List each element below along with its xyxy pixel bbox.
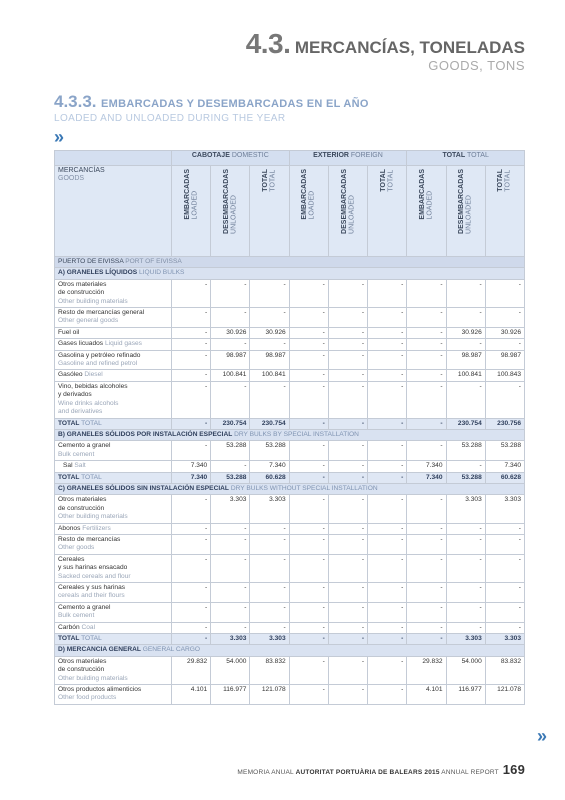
table-row: [55, 381, 525, 418]
table-cell: 121.078: [250, 685, 289, 705]
table-cell: -: [446, 534, 485, 554]
section-label-es: A) GRANELES LÍQUIDOS: [58, 269, 138, 277]
table-cell: -: [368, 279, 407, 307]
table-cell: -: [368, 583, 407, 603]
table-cell: -: [289, 461, 328, 472]
table-cell: -: [407, 583, 446, 603]
section-label-es: D) MERCANCIA GENERAL: [58, 646, 141, 654]
section-title: [54, 92, 369, 124]
table-cell: 4.101: [172, 685, 211, 705]
table-row: [55, 327, 525, 338]
row-label: Abonos Fertilizers: [55, 523, 172, 534]
table-cell: -: [328, 441, 367, 461]
table-cell: -: [407, 418, 446, 429]
section-header-row: [55, 645, 525, 656]
row-label: Otros materiales de construcción Other building materials: [55, 495, 172, 523]
table-cell: -: [289, 370, 328, 381]
table-cell: -: [328, 685, 367, 705]
table-cell: -: [289, 622, 328, 633]
table-cell: 7.340: [485, 461, 524, 472]
table-cell: 53.288: [446, 441, 485, 461]
table-cell: 54.000: [211, 656, 250, 684]
table-cell: -: [328, 523, 367, 534]
table-cell: -: [289, 583, 328, 603]
row-label: Cereales y sus harinas ensacado Sacked cereals and flour: [55, 554, 172, 582]
table-cell: 30.926: [485, 327, 524, 338]
table-cell: -: [211, 461, 250, 472]
table-cell: 230.756: [485, 418, 524, 429]
table-cell: 3.303: [211, 634, 250, 645]
table-row: [55, 656, 525, 684]
table-row: [55, 602, 525, 622]
group-header-row: [55, 151, 525, 166]
table-cell: -: [368, 350, 407, 370]
table-cell: -: [211, 583, 250, 603]
table-cell: -: [172, 534, 211, 554]
table-cell: 53.288: [485, 441, 524, 461]
table-cell: -: [407, 622, 446, 633]
table-cell: -: [172, 327, 211, 338]
table-cell: -: [368, 685, 407, 705]
table-row: [55, 583, 525, 603]
section-header-row: [55, 429, 525, 440]
table-cell: -: [446, 622, 485, 633]
table-cell: -: [289, 554, 328, 582]
table-cell: -: [328, 622, 367, 633]
row-label: Resto de mercancías Other goods: [55, 534, 172, 554]
table-cell: -: [289, 523, 328, 534]
column-header-row: [55, 166, 525, 257]
row-label: Cereales y sus harinas cereals and their flours: [55, 583, 172, 603]
chapter-title-es: MERCANCÍAS, TONELADAS: [294, 38, 525, 57]
table-cell: -: [328, 350, 367, 370]
section-label-es: PUERTO DE EIVISSA: [58, 258, 124, 265]
row-label: TOTAL TOTAL: [55, 634, 172, 645]
table-cell: -: [368, 339, 407, 350]
table-cell: -: [407, 634, 446, 645]
table-row: [55, 339, 525, 350]
table-cell: -: [368, 534, 407, 554]
table-cell: -: [407, 381, 446, 418]
table-cell: -: [485, 622, 524, 633]
table-cell: -: [289, 634, 328, 645]
section-label-es: B) GRANELES SÓLIDOS POR INSTALACIÓN ESPECIAL: [58, 430, 233, 438]
table-cell: -: [250, 308, 289, 328]
row-label: Sal Salt: [55, 461, 172, 472]
table-cell: -: [407, 350, 446, 370]
table-row: [55, 685, 525, 705]
table-cell: -: [446, 308, 485, 328]
table-cell: -: [172, 279, 211, 307]
table-cell: -: [328, 602, 367, 622]
table-cell: -: [250, 622, 289, 633]
section-header-row: [55, 268, 525, 279]
table-cell: 7.340: [250, 461, 289, 472]
table-cell: -: [250, 381, 289, 418]
table-cell: -: [407, 339, 446, 350]
table-cell: 3.303: [446, 634, 485, 645]
table-cell: 230.754: [446, 418, 485, 429]
double-chevron-right-icon[interactable]: »: [536, 726, 543, 746]
group-header-total: TOTAL TOTAL: [407, 151, 525, 166]
table-cell: -: [172, 370, 211, 381]
row-label: Gasóleo Diesel: [55, 370, 172, 381]
column-header: EMBARCADAS LOADED: [172, 166, 211, 257]
table-cell: 53.288: [211, 472, 250, 483]
table-cell: -: [250, 534, 289, 554]
table-cell: -: [289, 441, 328, 461]
row-label: TOTAL TOTAL: [55, 418, 172, 429]
table-cell: -: [172, 381, 211, 418]
table-cell: -: [485, 523, 524, 534]
table-cell: -: [328, 339, 367, 350]
table-cell: -: [407, 327, 446, 338]
table-cell: 230.754: [211, 418, 250, 429]
table-cell: -: [485, 583, 524, 603]
table-cell: -: [289, 327, 328, 338]
table-cell: 3.303: [485, 495, 524, 523]
table-cell: -: [485, 534, 524, 554]
page-number: 169: [502, 762, 525, 777]
table-cell: -: [446, 461, 485, 472]
table-cell: 121.078: [485, 685, 524, 705]
table-cell: 3.303: [250, 634, 289, 645]
table-cell: 60.628: [250, 472, 289, 483]
footer-anual: ANUAL: [271, 769, 294, 776]
table-cell: -: [368, 370, 407, 381]
table-row: [55, 308, 525, 328]
table-cell: -: [250, 583, 289, 603]
row-label: Fuel oil: [55, 327, 172, 338]
table-cell: -: [368, 327, 407, 338]
row-label: Otros materiales de construcción Other building materials: [55, 279, 172, 307]
column-header: EMBARCADAS LOADED: [289, 166, 328, 257]
column-header: DESEMBARCADAS UNLOADED: [446, 166, 485, 257]
table-row: [55, 495, 525, 523]
table-cell: -: [172, 634, 211, 645]
table-cell: 60.628: [485, 472, 524, 483]
table-cell: -: [289, 339, 328, 350]
table-cell: -: [328, 554, 367, 582]
table-cell: -: [407, 554, 446, 582]
table-cell: -: [211, 534, 250, 554]
table-cell: -: [368, 602, 407, 622]
column-header: TOTAL TOTAL: [368, 166, 407, 257]
table-cell: -: [289, 495, 328, 523]
table-cell: -: [172, 554, 211, 582]
table-cell: -: [368, 523, 407, 534]
row-label: Otros materiales de construcción Other building materials: [55, 656, 172, 684]
table-cell: -: [328, 381, 367, 418]
table-cell: -: [407, 602, 446, 622]
table-cell: -: [368, 554, 407, 582]
table-cell: -: [289, 472, 328, 483]
table-cell: -: [211, 339, 250, 350]
table-cell: 100.843: [485, 370, 524, 381]
table-cell: -: [407, 308, 446, 328]
table-cell: -: [446, 554, 485, 582]
table-cell: -: [289, 308, 328, 328]
table-cell: -: [211, 523, 250, 534]
table-cell: 230.754: [250, 418, 289, 429]
total-row: [55, 472, 525, 483]
table-cell: -: [172, 523, 211, 534]
table-cell: -: [368, 634, 407, 645]
table-cell: -: [407, 441, 446, 461]
column-header: EMBARCADAS LOADED: [407, 166, 446, 257]
table-cell: 116.977: [211, 685, 250, 705]
goods-label-es: MERCANCÍAS: [58, 167, 105, 174]
table-row: [55, 554, 525, 582]
table-cell: -: [446, 602, 485, 622]
table-cell: -: [172, 418, 211, 429]
table-cell: -: [172, 495, 211, 523]
table-cell: -: [172, 308, 211, 328]
table-cell: -: [446, 523, 485, 534]
goods-header-blank: [55, 151, 172, 166]
total-row: [55, 634, 525, 645]
row-label: TOTAL TOTAL: [55, 472, 172, 483]
table-cell: -: [172, 602, 211, 622]
table-cell: -: [407, 534, 446, 554]
table-cell: 30.926: [446, 327, 485, 338]
table-cell: 7.340: [407, 472, 446, 483]
goods-label-en: GOODS: [58, 175, 85, 183]
table-cell: 100.841: [446, 370, 485, 381]
table-cell: 29.832: [407, 656, 446, 684]
table-cell: -: [485, 381, 524, 418]
table-cell: 7.340: [172, 472, 211, 483]
double-chevron-right-icon: »: [54, 127, 61, 147]
table-cell: 98.987: [446, 350, 485, 370]
section-title-en: LOADED AND UNLOADED DURING THE YEAR: [54, 113, 286, 124]
table-cell: -: [485, 279, 524, 307]
table-cell: -: [172, 339, 211, 350]
table-cell: 54.000: [446, 656, 485, 684]
table-cell: -: [250, 602, 289, 622]
table-cell: 53.288: [211, 441, 250, 461]
table-row: [55, 441, 525, 461]
table-cell: 3.303: [250, 495, 289, 523]
table-row: [55, 461, 525, 472]
table-cell: -: [289, 418, 328, 429]
row-label: Gasolina y petróleo refinado Gasoline and refined petrol: [55, 350, 172, 370]
table-cell: -: [289, 534, 328, 554]
table-row: [55, 534, 525, 554]
table-cell: 3.303: [485, 634, 524, 645]
table-cell: -: [211, 622, 250, 633]
column-header: DESEMBARCADAS UNLOADED: [211, 166, 250, 257]
table-cell: -: [368, 441, 407, 461]
table-cell: -: [328, 534, 367, 554]
table-row: [55, 622, 525, 633]
table-cell: -: [407, 370, 446, 381]
table-cell: -: [368, 622, 407, 633]
table-cell: -: [485, 308, 524, 328]
table-cell: -: [485, 554, 524, 582]
table-cell: -: [250, 554, 289, 582]
table-cell: 29.832: [172, 656, 211, 684]
column-header: TOTAL TOTAL: [250, 166, 289, 257]
row-label: Resto de mercancías general Other general goods: [55, 308, 172, 328]
table-cell: -: [289, 602, 328, 622]
table-cell: -: [211, 308, 250, 328]
table-cell: -: [289, 381, 328, 418]
page-footer: [237, 762, 525, 777]
section-title-es: EMBARCADAS Y DESEMBARCADAS EN EL AÑO: [101, 98, 369, 110]
table-cell: 53.288: [250, 441, 289, 461]
section-label-en: DRY BULKS WITHOUT SPECIAL INSTALLATION: [230, 484, 378, 492]
table-cell: -: [446, 339, 485, 350]
table-cell: -: [407, 523, 446, 534]
table-cell: -: [328, 495, 367, 523]
table-cell: 98.987: [211, 350, 250, 370]
table-cell: -: [250, 339, 289, 350]
row-label: Gases licuados Liquid gases: [55, 339, 172, 350]
table-cell: 83.832: [250, 656, 289, 684]
table-cell: 3.303: [211, 495, 250, 523]
table-cell: 7.340: [172, 461, 211, 472]
table-row: [55, 350, 525, 370]
table-cell: 100.841: [211, 370, 250, 381]
table-cell: -: [368, 308, 407, 328]
table-cell: -: [289, 685, 328, 705]
section-header-row: [55, 483, 525, 494]
table-row: [55, 370, 525, 381]
table-cell: 98.987: [250, 350, 289, 370]
section-number: 4.3.3.: [54, 92, 97, 111]
table-cell: 30.926: [250, 327, 289, 338]
table-cell: -: [407, 279, 446, 307]
table-cell: 53.288: [446, 472, 485, 483]
table-cell: -: [328, 634, 367, 645]
footer-report: ANNUAL REPORT: [441, 769, 499, 776]
table-cell: -: [368, 418, 407, 429]
table-cell: -: [172, 441, 211, 461]
table-cell: -: [368, 472, 407, 483]
table-cell: -: [289, 656, 328, 684]
table-cell: -: [446, 279, 485, 307]
table-cell: -: [368, 656, 407, 684]
table-cell: -: [250, 279, 289, 307]
table-cell: 83.832: [485, 656, 524, 684]
goods-column-header: [55, 166, 172, 257]
table-cell: -: [368, 381, 407, 418]
table-row: [55, 523, 525, 534]
section-label-en: GENERAL CARGO: [142, 646, 201, 654]
chapter-title: [246, 28, 525, 73]
chapter-number: 4.3.: [245, 28, 291, 59]
table-cell: -: [211, 381, 250, 418]
group-header-domestic: CABOTAJE DOMESTIC: [172, 151, 290, 166]
table-cell: -: [328, 327, 367, 338]
group-header-foreign: EXTERIOR FOREIGN: [289, 151, 407, 166]
table-cell: -: [328, 308, 367, 328]
table-row: [55, 279, 525, 307]
table-cell: -: [368, 495, 407, 523]
row-label: Cemento a granel Bulk cement: [55, 441, 172, 461]
column-header: DESEMBARCADAS UNLOADED: [328, 166, 367, 257]
port-header-row: [55, 257, 525, 268]
table-cell: -: [289, 350, 328, 370]
table-cell: 100.841: [250, 370, 289, 381]
table-cell: -: [485, 339, 524, 350]
table-cell: 30.926: [211, 327, 250, 338]
table-cell: -: [289, 279, 328, 307]
section-label-en: LIQUID BULKS: [138, 269, 185, 277]
table-cell: -: [211, 602, 250, 622]
table-cell: -: [328, 461, 367, 472]
total-row: [55, 418, 525, 429]
table-cell: -: [328, 583, 367, 603]
table-cell: 98.987: [485, 350, 524, 370]
table-cell: 4.101: [407, 685, 446, 705]
table-cell: 3.303: [446, 495, 485, 523]
table-cell: -: [446, 583, 485, 603]
table-cell: -: [172, 350, 211, 370]
table-cell: -: [328, 656, 367, 684]
table-cell: -: [328, 418, 367, 429]
column-header: TOTAL TOTAL: [485, 166, 524, 257]
table-cell: -: [328, 370, 367, 381]
table-cell: -: [368, 461, 407, 472]
table-cell: -: [211, 279, 250, 307]
section-label-es: C) GRANELES SÓLIDOS SIN INSTALACIÓN ESPECIAL: [58, 484, 229, 492]
section-label-en: PORT OF EIVISSA: [125, 258, 182, 265]
section-label-en: DRY BULKS BY SPECIAL INSTALLATION: [234, 430, 359, 438]
footer-org: AUTORITAT PORTUÀRIA DE BALEARS 2015: [295, 769, 440, 776]
table-cell: -: [172, 583, 211, 603]
table-cell: -: [328, 472, 367, 483]
table-cell: -: [250, 523, 289, 534]
goods-table: [54, 150, 525, 705]
table-cell: 7.340: [407, 461, 446, 472]
table-cell: 116.977: [446, 685, 485, 705]
row-label: Cemento a granel Bulk cement: [55, 602, 172, 622]
table-cell: -: [446, 381, 485, 418]
table-cell: -: [485, 602, 524, 622]
footer-memoria: MEMORIA: [237, 769, 270, 776]
row-label: Carbón Coal: [55, 622, 172, 633]
table-cell: -: [328, 279, 367, 307]
table-cell: -: [172, 622, 211, 633]
row-label: Otros productos alimenticios Other food products: [55, 685, 172, 705]
table-cell: -: [407, 495, 446, 523]
row-label: Vino, bebidas alcoholes y derivados Wine drinks alcohols and derivatives: [55, 381, 172, 418]
chapter-title-en: GOODS, TONS: [428, 58, 525, 73]
table-cell: -: [211, 554, 250, 582]
